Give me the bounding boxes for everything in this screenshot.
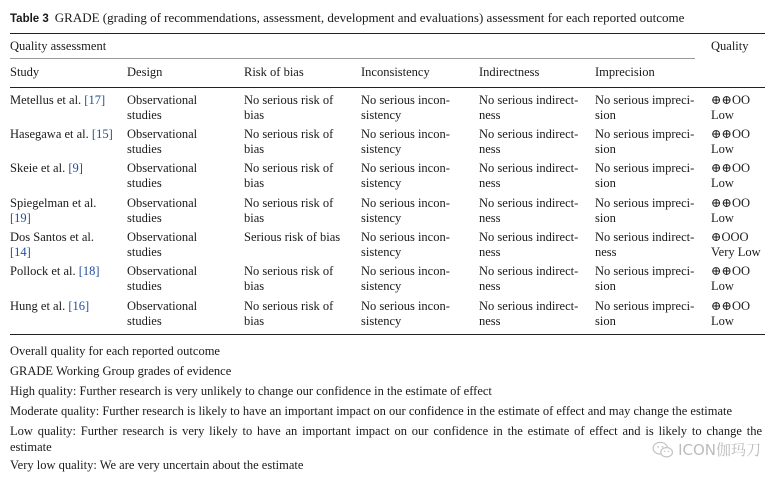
quality-cell xyxy=(711,196,750,226)
imprecision-cell-line: sion xyxy=(595,314,616,328)
indirectness-cell-line: ness xyxy=(479,142,501,156)
inconsistency-cell-line: No serious incon- xyxy=(361,230,450,244)
study-cell xyxy=(10,127,113,142)
study-cell xyxy=(10,264,100,279)
design-cell-line: studies xyxy=(127,314,162,328)
risk-of-bias-cell-line: No serious risk of xyxy=(244,196,334,210)
indirectness-cell xyxy=(479,230,578,260)
imprecision-cell-line: No serious impreci- xyxy=(595,93,695,107)
quality-cell-line: Low xyxy=(711,176,734,190)
indirectness-cell xyxy=(479,161,578,191)
study-cell xyxy=(10,299,89,314)
quality-cell xyxy=(711,299,750,329)
design-cell-line: Observational xyxy=(127,230,198,244)
indirectness-cell xyxy=(479,196,578,226)
reference-link[interactable]: [16] xyxy=(68,299,90,313)
inconsistency-cell xyxy=(361,230,450,260)
quality-cell-line: ⊕⊕OO xyxy=(711,264,751,278)
footnote: Moderate quality: Further research is likely to have an important impact on our confidence in the estimate of effect and may change the estimate xyxy=(10,404,733,418)
footnote: GRADE Working Group grades of evidence xyxy=(10,364,232,378)
risk-of-bias-cell-line: bias xyxy=(244,314,265,328)
inconsistency-cell xyxy=(361,196,450,226)
design-cell xyxy=(127,161,197,191)
study-cell xyxy=(10,230,94,260)
imprecision-cell-line: No serious impreci- xyxy=(595,161,695,175)
inconsistency-cell-line: No serious incon- xyxy=(361,299,450,313)
quality-cell xyxy=(711,230,761,260)
imprecision-cell xyxy=(595,127,694,157)
quality-cell xyxy=(711,127,750,157)
study-name: Pollock et al. xyxy=(10,264,79,278)
indirectness-cell-line: No serious indirect- xyxy=(479,230,579,244)
imprecision-cell-line: No serious impreci- xyxy=(595,299,695,313)
quality-cell-line: Low xyxy=(711,314,734,328)
quality-cell-line: Low xyxy=(711,142,734,156)
risk-of-bias-cell-line: No serious risk of xyxy=(244,93,334,107)
imprecision-cell-line: No serious impreci- xyxy=(595,127,695,141)
quality-cell-line: ⊕⊕OO xyxy=(711,299,751,313)
column-header-imprecision: Imprecision xyxy=(595,65,655,79)
reference-link[interactable]: [17] xyxy=(84,93,106,107)
reference-link[interactable]: [9] xyxy=(68,161,83,175)
column-header-study: Study xyxy=(10,65,40,79)
quality-cell-line: ⊕⊕OO xyxy=(711,127,751,141)
design-cell-line: Observational xyxy=(127,93,198,107)
design-cell-line: Observational xyxy=(127,161,198,175)
design-cell-line: Observational xyxy=(127,264,198,278)
design-cell-line: studies xyxy=(127,142,162,156)
quality-cell xyxy=(711,264,750,294)
risk-of-bias-cell-line: No serious risk of xyxy=(244,299,334,313)
header-rule xyxy=(10,87,765,88)
risk-of-bias-cell-line: bias xyxy=(244,142,265,156)
design-cell xyxy=(127,196,197,226)
indirectness-cell-line: No serious indirect- xyxy=(479,264,579,278)
inconsistency-cell-line: No serious incon- xyxy=(361,127,450,141)
imprecision-cell-line: sion xyxy=(595,211,616,225)
bottom-rule xyxy=(10,334,765,335)
study-name: Dos Santos et al. xyxy=(10,230,95,244)
watermark xyxy=(652,439,761,460)
quality-cell-line: Low xyxy=(711,211,734,225)
top-rule xyxy=(10,33,765,34)
risk-of-bias-cell xyxy=(244,93,333,123)
quality-cell xyxy=(711,161,750,191)
footnote: Very low quality: We are very uncertain about the estimate xyxy=(10,458,304,472)
design-cell-line: Observational xyxy=(127,196,198,210)
imprecision-cell xyxy=(595,299,694,329)
imprecision-cell-line: sion xyxy=(595,279,616,293)
study-name: Hasegawa et al. xyxy=(10,127,92,141)
indirectness-cell-line: No serious indirect- xyxy=(479,127,579,141)
study-cell xyxy=(10,196,96,226)
study-name: Metellus et al. xyxy=(10,93,85,107)
imprecision-cell-line: ness xyxy=(595,245,617,259)
risk-of-bias-cell-line: No serious risk of xyxy=(244,264,334,278)
indirectness-cell-line: No serious indirect- xyxy=(479,93,579,107)
quality-cell-line: Very Low xyxy=(711,245,761,259)
study-name: Spiegelman et al. xyxy=(10,196,97,210)
risk-of-bias-cell-line: No serious risk of xyxy=(244,127,334,141)
inconsistency-cell-line: No serious incon- xyxy=(361,196,450,210)
risk-of-bias-cell-line: Serious risk of bias xyxy=(244,230,341,244)
study-cell xyxy=(10,161,83,176)
inconsistency-cell-line: sistency xyxy=(361,211,402,225)
quality-assessment-header: Quality assessment xyxy=(10,39,107,53)
risk-of-bias-cell xyxy=(244,230,340,260)
risk-of-bias-cell-line: bias xyxy=(244,279,265,293)
indirectness-cell-line: ness xyxy=(479,211,501,225)
indirectness-cell-line: No serious indirect- xyxy=(479,161,579,175)
design-cell-line: Observational xyxy=(127,127,198,141)
design-cell xyxy=(127,299,197,329)
quality-cell-line: ⊕OOO xyxy=(711,230,749,244)
inconsistency-cell-line: No serious incon- xyxy=(361,93,450,107)
design-cell xyxy=(127,93,197,123)
study-cell xyxy=(10,93,105,108)
design-cell xyxy=(127,230,197,260)
inconsistency-cell-line: sistency xyxy=(361,176,402,190)
reference-link[interactable]: [18] xyxy=(78,264,100,278)
indirectness-cell-line: ness xyxy=(479,314,501,328)
quality-cell-line: Low xyxy=(711,279,734,293)
quality-cell-line: ⊕⊕OO xyxy=(711,196,751,210)
indirectness-cell-line: No serious indirect- xyxy=(479,196,579,210)
design-cell-line: studies xyxy=(127,108,162,122)
inconsistency-cell-line: No serious incon- xyxy=(361,264,450,278)
footnote: High quality: Further research is very unlikely to change our confidence in the estimate of effect xyxy=(10,384,492,398)
design-cell-line: studies xyxy=(127,279,162,293)
group-rule xyxy=(10,58,695,59)
risk-of-bias-cell-line: bias xyxy=(244,108,265,122)
risk-of-bias-cell xyxy=(244,299,333,329)
risk-of-bias-cell xyxy=(244,264,333,294)
imprecision-cell-line: sion xyxy=(595,142,616,156)
design-cell xyxy=(127,264,197,294)
inconsistency-cell xyxy=(361,93,450,123)
imprecision-cell xyxy=(595,161,694,191)
study-name: Hung et al. xyxy=(10,299,69,313)
inconsistency-cell-line: sistency xyxy=(361,279,402,293)
reference-link[interactable]: [15] xyxy=(91,127,113,141)
footnote: Overall quality for each reported outcome xyxy=(10,344,220,358)
indirectness-cell-line: ness xyxy=(479,279,501,293)
table-label: Table 3 xyxy=(10,13,49,25)
risk-of-bias-cell-line: bias xyxy=(244,211,265,225)
imprecision-cell xyxy=(595,230,694,260)
imprecision-cell-line: sion xyxy=(595,108,616,122)
inconsistency-cell-line: No serious incon- xyxy=(361,161,450,175)
indirectness-cell-line: ness xyxy=(479,108,501,122)
quality-cell-line: ⊕⊕OO xyxy=(711,161,751,175)
indirectness-cell-line: ness xyxy=(479,176,501,190)
risk-of-bias-cell-line xyxy=(244,245,340,260)
reference-link[interactable]: [19] xyxy=(10,211,31,225)
inconsistency-cell xyxy=(361,127,450,157)
inconsistency-cell-line: sistency xyxy=(361,142,402,156)
quality-cell-line: Low xyxy=(711,108,734,122)
footnote: Low quality: Further research is very likely to have an important impact on our confidence in the estimate of effect and is likely to change the estimate xyxy=(10,424,762,454)
column-header-indirectness: Indirectness xyxy=(479,65,540,79)
inconsistency-cell xyxy=(361,299,450,329)
inconsistency-cell xyxy=(361,161,450,191)
study-name: Skeie et al. xyxy=(10,161,69,175)
imprecision-cell-line: sion xyxy=(595,176,616,190)
quality-cell-line: ⊕⊕OO xyxy=(711,93,751,107)
table-caption xyxy=(10,10,684,27)
watermark-text: ICON伽玛刀 xyxy=(678,441,761,459)
quality-cell xyxy=(711,93,750,123)
risk-of-bias-cell xyxy=(244,196,333,226)
imprecision-cell-line: No serious impreci- xyxy=(595,264,695,278)
indirectness-cell xyxy=(479,299,578,329)
imprecision-cell-line: No serious indirect- xyxy=(595,230,695,244)
indirectness-cell-line: ness xyxy=(479,245,501,259)
inconsistency-cell-line: sistency xyxy=(361,108,402,122)
risk-of-bias-cell-line: bias xyxy=(244,176,265,190)
column-header-design: Design xyxy=(127,65,163,79)
design-cell-line: studies xyxy=(127,211,162,225)
imprecision-cell xyxy=(595,196,694,226)
inconsistency-cell-line: sistency xyxy=(361,245,402,259)
wechat-icon xyxy=(652,441,674,459)
imprecision-cell-line: No serious impreci- xyxy=(595,196,695,210)
imprecision-cell xyxy=(595,93,694,123)
indirectness-cell-line: No serious indirect- xyxy=(479,299,579,313)
design-cell-line: Observational xyxy=(127,299,198,313)
risk-of-bias-cell xyxy=(244,127,333,157)
risk-of-bias-cell xyxy=(244,161,333,191)
table-title: GRADE (grading of recommendations, assessment, development and evaluations) assessment for each reported outcome xyxy=(54,10,685,25)
design-cell-line: studies xyxy=(127,176,162,190)
column-header-inconsistency: Inconsistency xyxy=(361,65,430,79)
inconsistency-cell-line: sistency xyxy=(361,314,402,328)
risk-of-bias-cell-line: No serious risk of xyxy=(244,161,334,175)
imprecision-cell xyxy=(595,264,694,294)
design-cell xyxy=(127,127,197,157)
quality-header: Quality xyxy=(711,39,749,53)
reference-link[interactable]: [14] xyxy=(10,245,31,259)
indirectness-cell xyxy=(479,93,578,123)
inconsistency-cell xyxy=(361,264,450,294)
column-header-risk-of-bias: Risk of bias xyxy=(244,65,304,79)
indirectness-cell xyxy=(479,127,578,157)
design-cell-line: studies xyxy=(127,245,162,259)
indirectness-cell xyxy=(479,264,578,294)
